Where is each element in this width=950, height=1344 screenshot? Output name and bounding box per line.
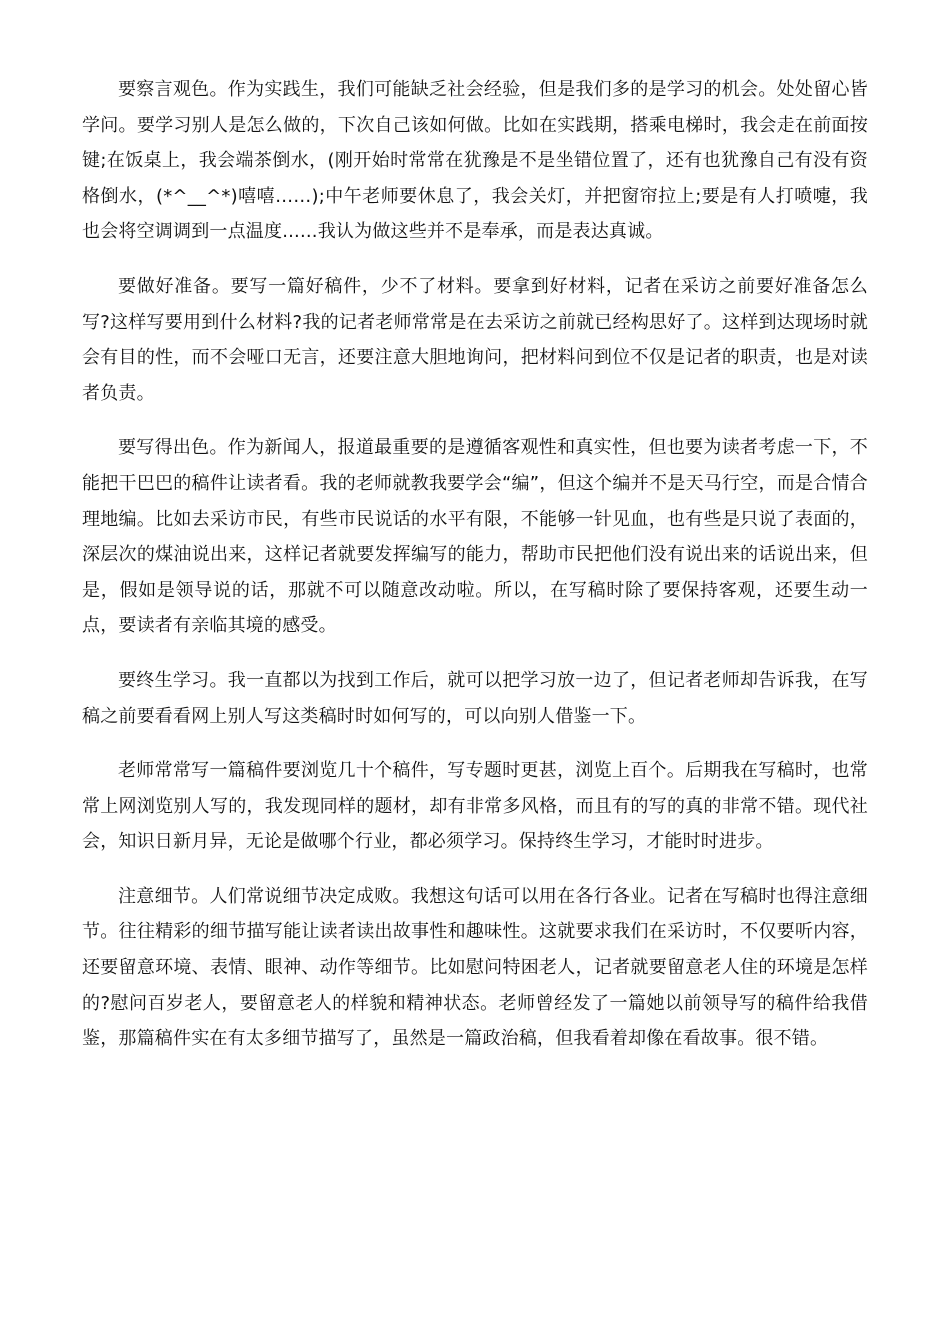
paragraph-observe: 要察言观色。作为实践生，我们可能缺乏社会经验，但是我们多的是学习的机会。处处留心皆学问。要学习别人是怎么做的，下次自己该如何做。比如在实践期，搭乘电梯时，我会走在前面按键;在饭桌上，我会端茶倒水，(刚开始时常常在犹豫是不是坐错位置了，还有也犹豫自己有没有资格倒水，(*^__^*)嘻嘻……);中午老师要休息了，我会关灯，并把窗帘拉上;要是有人打喷嚏，我也会将空调调到一点温度......我认为做这些并不是奉承，而是表达真诚。 xyxy=(82,79,868,243)
paragraph-browse-references: 老师常常写一篇稿件要浏览几十个稿件，写专题时更甚，浏览上百个。后期我在写稿时，也常常上网浏览别人写的，我发现同样的题材，却有非常多风格，而且有的写的真的非常不错。现代社会，知识日新月异，无论是做哪个行业，都必须学习。保持终生学习，才能时时进步。 xyxy=(82,760,868,853)
paragraph-write-well: 要写得出色。作为新闻人，报道最重要的是遵循客观性和真实性，但也要为读者考虑一下，不能把干巴巴的稿件让读者看。我的老师就教我要学会“编”，但这个编并不是天马行空，而是合情合理地编。比如去采访市民，有些市民说话的水平有限，不能够一针见血，也有些是只说了表面的，深层次的煤油说出来，这样记者就要发挥编写的能力，帮助市民把他们没有说出来的话说出来，但是，假如是领导说的话，那就不可以随意改动啦。所以，在写稿时除了要保持客观，还要生动一点，要读者有亲临其境的感受。 xyxy=(82,437,868,637)
paragraph-prepare: 要做好准备。要写一篇好稿件，少不了材料。要拿到好材料，记者在采访之前要好准备怎么写?这样写要用到什么材料?我的记者老师常常是在去采访之前就已经构思好了。这样到达现场时就会有目的性，而不会哑口无言，还要注意大胆地询问，把材料问到位不仅是记者的职责，也是对读者负责。 xyxy=(82,275,868,404)
paragraph-lifelong-learning: 要终生学习。我一直都以为找到工作后，就可以把学习放一边了，但记者老师却告诉我，在写稿之前要看看网上别人写这类稿时时如何写的，可以向别人借鉴一下。 xyxy=(82,669,868,727)
paragraph-details: 注意细节。人们常说细节决定成败。我想这句话可以用在各行各业。记者在写稿时也得注意细节。往往精彩的细节描写能让读者读出故事性和趣味性。这就要求我们在采访时，不仅要听内容，还要留意环境、表情、眼神、动作等细节。比如慰问特困老人，记者就要留意老人住的环境是怎样的?慰问百岁老人，要留意老人的样貌和精神状态。老师曾经发了一篇她以前领导写的稿件给我借鉴，那篇稿件实在有太多细节描写了，虽然是一篇政治稿，但我看着却像在看故事。很不错。 xyxy=(82,885,868,1050)
